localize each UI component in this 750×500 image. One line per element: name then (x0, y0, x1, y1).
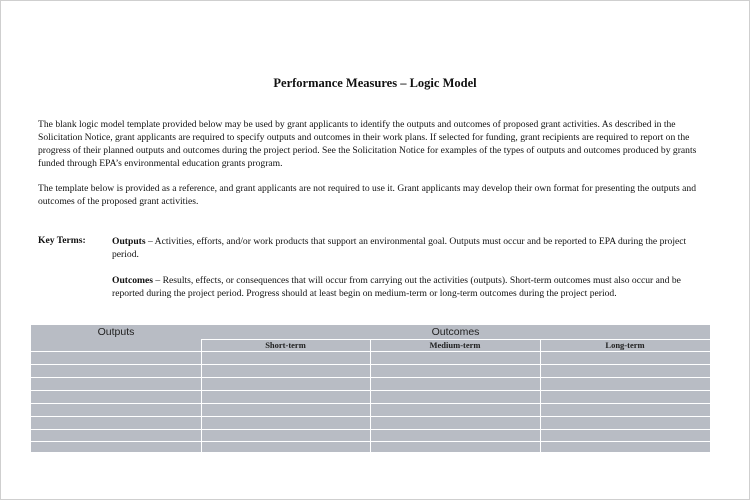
table-column-divider (201, 339, 202, 452)
term-outcomes (112, 274, 710, 300)
table-column-divider (540, 339, 541, 452)
logic-model-table (31, 325, 710, 452)
term-outcomes-definition: – Results, effects, or consequences that will occur from carrying out the activities (outputs). Short-term outcomes must also occur and be reported during the project period. Progress should at least begin on medium-term or long-term outcomes during the project period. (112, 275, 681, 299)
table-column-divider (370, 339, 371, 452)
outcomes-header: Outcomes (431, 326, 480, 338)
intro-paragraph: The blank logic model template provided below may be used by grant applicants to identify the outputs and outcomes of proposed grant activities. As described in the Solicitation Notice, grant applicants are required to specify outputs and outcomes in their work plans. If selected for funding, grant recipients are required to report on the progress of their planned outputs and outcomes during the project period. See the Solicitation Notice for examples of the types of outputs and outcomes produced by grants funded through EPA’s environmental education grants program. (38, 119, 697, 169)
key-terms-label: Key Terms: (38, 235, 86, 246)
term-outputs-definition: – Activities, efforts, and/or work products that support an environmental goal. Outputs must occur and be reported to EPA during the project period. (112, 236, 687, 260)
outputs-header: Outputs (97, 326, 135, 338)
medium-term-header: Medium-term (429, 340, 481, 350)
term-outputs (112, 235, 710, 261)
long-term-header: Long-term (605, 340, 645, 350)
short-term-header: Short-term (265, 340, 306, 350)
term-outputs-name: Outputs (112, 236, 146, 247)
template-note-paragraph: The template below is provided as a reference, and grant applicants are not required to use it. Grant applicants may develop their own format for presenting the outputs and outcomes of the proposed grant activities. (38, 183, 697, 207)
document-title: Performance Measures – Logic Model (273, 76, 477, 90)
term-outcomes-name: Outcomes (112, 275, 154, 286)
outcomes-subheader-divider (201, 339, 710, 340)
